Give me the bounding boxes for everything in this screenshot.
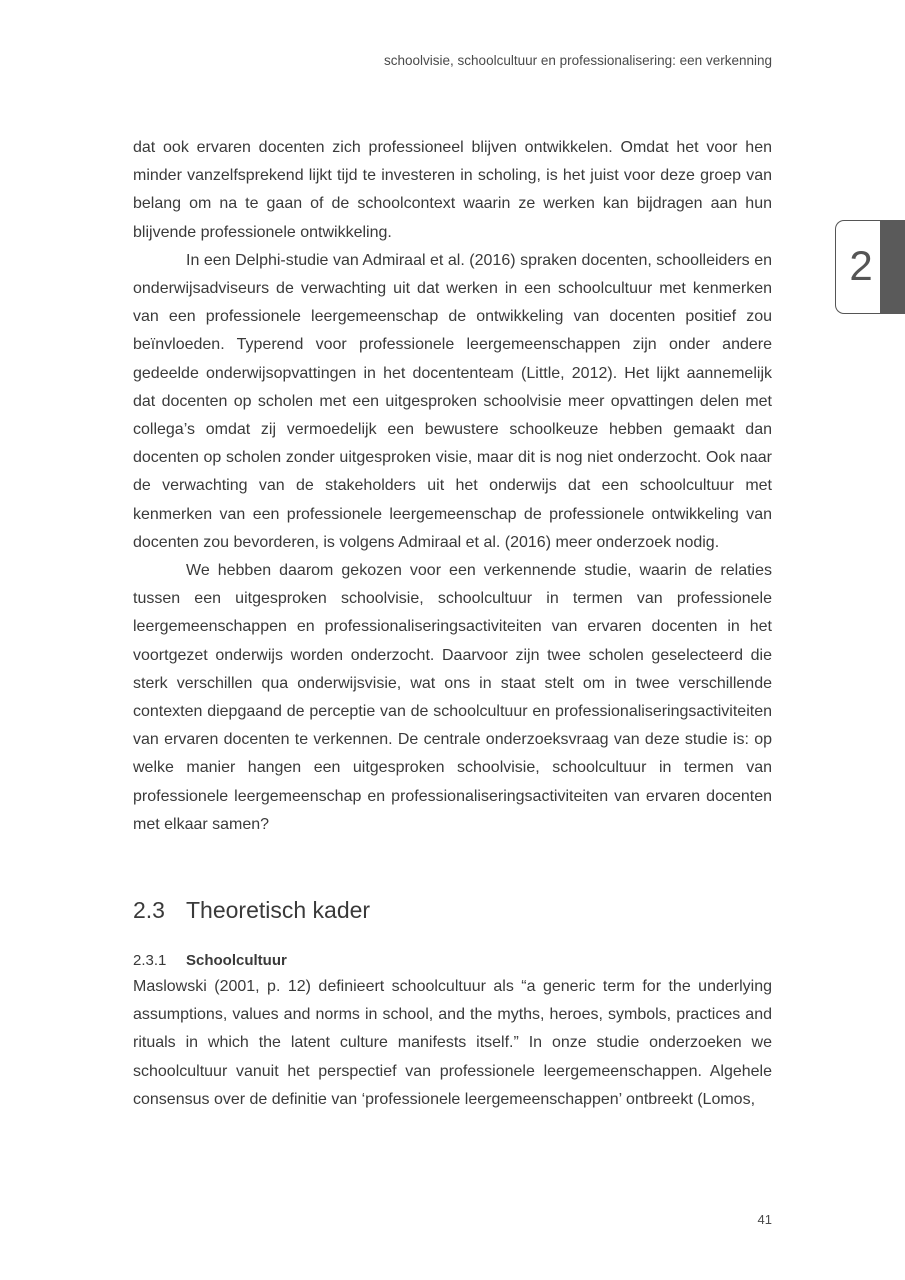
section-title: Theoretisch kader [186, 897, 371, 924]
paragraph: We hebben daarom gekozen voor een verkennende studie, waarin de relaties tussen een uitgesproken schoolvisie, schoolcultuur in termen van professionele leergemeenschappen en professionaliseringsactiviteiten van ervaren docenten in het voortgezet onderwijs worden onderzocht. Daarvoor zijn twee scholen geselecteerd die sterk verschillen qua onderwijsvisie, wat ons in staat stelt om in twee verschillende contexten diepgaand de perceptie van de schoolcultuur en professionaliseringsactiviteiten van ervaren docenten te verkennen. De centrale onderzoeksvraag van deze studie is: op welke manier hangen een uitgesproken schoolvisie, schoolcultuur in termen van professionele leergemeenschap en professionaliseringsactiviteiten van ervaren docenten met elkaar samen? [133, 562, 772, 833]
running-header: schoolvisie, schoolcultuur en professionalisering: een verkenning [384, 53, 772, 68]
paragraph: dat ook ervaren docenten zich professioneel blijven ontwikkelen. Omdat het voor hen minder vanzelfsprekend lijkt tijd te investeren in scholing, is het juist voor deze groep van belang om na te gaan of de schoolcontext waarin ze werken kan bijdragen aan hun blijvende professionele ontwikkeling. [133, 139, 772, 241]
chapter-tab-bar [880, 220, 905, 314]
chapter-tab [835, 220, 905, 314]
chapter-number: 2 [849, 242, 873, 289]
page-number: 41 [757, 1212, 772, 1227]
section-heading [133, 895, 772, 925]
subsection-heading [133, 949, 772, 973]
subsection-title: Schoolcultuur [186, 952, 287, 970]
paragraph: In een Delphi-studie van Admiraal et al. (2016) spraken docenten, schoolleiders en onderwijsadviseurs de verwachting uit dat werken in een schoolcultuur met kenmerken van een professionele leergemeenschap de ontwikkeling van docenten positief zou beïnvloeden. Typerend voor professionele leergemeenschappen zijn onder andere gedeelde onderwijsopvattingen in het docententeam (Little, 2012). Het lijkt aannemelijk dat docenten op scholen met een uitgesproken schoolvisie meer opvattingen delen met collega’s omdat zij vermoedelijk een bewustere schoolkeuze hebben gemaakt dan docenten op scholen zonder uitgesproken visie, maar dit is nog niet onderzocht. Ook naar de verwachting van de stakeholders uit het onderwijs dat een schoolcultuur met kenmerken van een professionele leergemeenschap de professionele ontwikkeling van docenten zou bevorderen, is volgens Admiraal et al. (2016) meer onderzoek nodig. [133, 251, 772, 551]
section-number: 2.3 [133, 897, 165, 924]
subsection-number: 2.3.1 [133, 952, 167, 970]
page-content [133, 134, 772, 1114]
paragraph: Maslowski (2001, p. 12) definieert schoolcultuur als “a generic term for the underlying assumptions, values and norms in school, and the myths, heroes, symbols, practices and rituals in which the latent culture manifests itself.” In onze studie onderzoeken we schoolcultuur vanuit het perspectief van professionele leergemeenschappen. Algehele consensus over de definitie van ‘professionele leergemeenschappen’ ontbreekt (Lomos, [133, 978, 772, 1108]
